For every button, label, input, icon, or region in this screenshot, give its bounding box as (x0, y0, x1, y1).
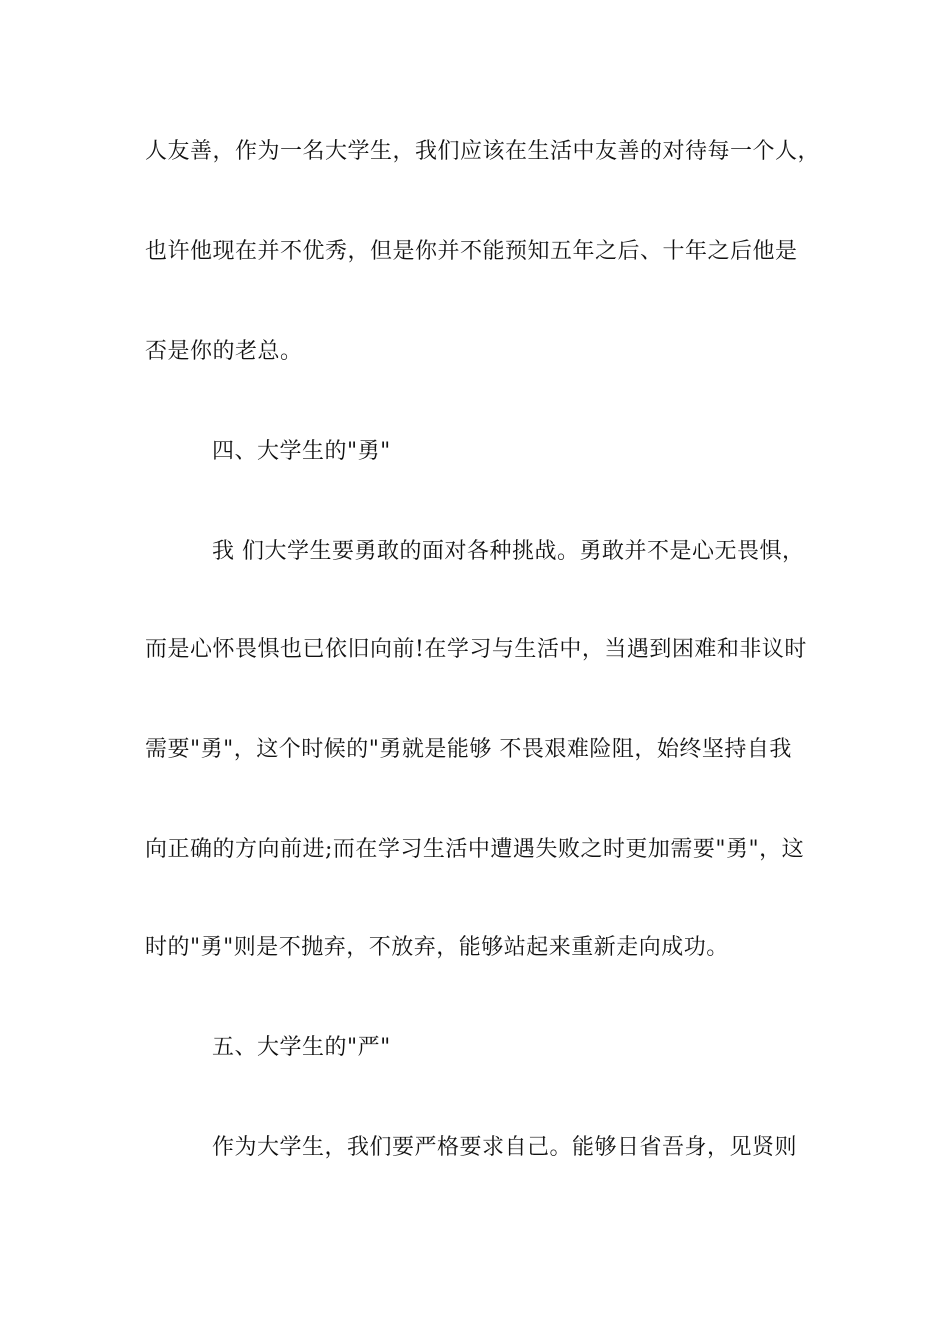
text-line: 时的"勇"则是不抛弃，不放弃，能够站起来重新走向成功。 (145, 935, 729, 960)
text-line: 否是你的老总。 (145, 339, 303, 364)
section-heading: 四、大学生的"勇" (212, 439, 391, 464)
text-line: 也许他现在并不优秀，但是你并不能预知五年之后、十年之后他是 (145, 239, 798, 264)
text-line: 向正确的方向前进;而在学习生活中遭遇失败之时更加需要"勇"，这 (145, 837, 805, 862)
text-line: 作为大学生，我们要严格要求自己。能够日省吾身，见贤则 (212, 1135, 798, 1160)
text-line: 人友善，作为一名大学生，我们应该在生活中友善的对待每一个人， (145, 139, 821, 164)
text-line: 需要"勇"，这个时候的"勇就是能够 不畏艰难险阻，始终坚持自我 (145, 737, 792, 762)
text-line: 我 们大学生要勇敢的面对各种挑战。勇敢并不是心无畏惧， (212, 539, 805, 564)
text-line: 而是心怀畏惧也已依旧向前!在学习与生活中，当遇到困难和非议时 (145, 637, 807, 662)
section-heading: 五、大学生的"严" (212, 1035, 391, 1060)
